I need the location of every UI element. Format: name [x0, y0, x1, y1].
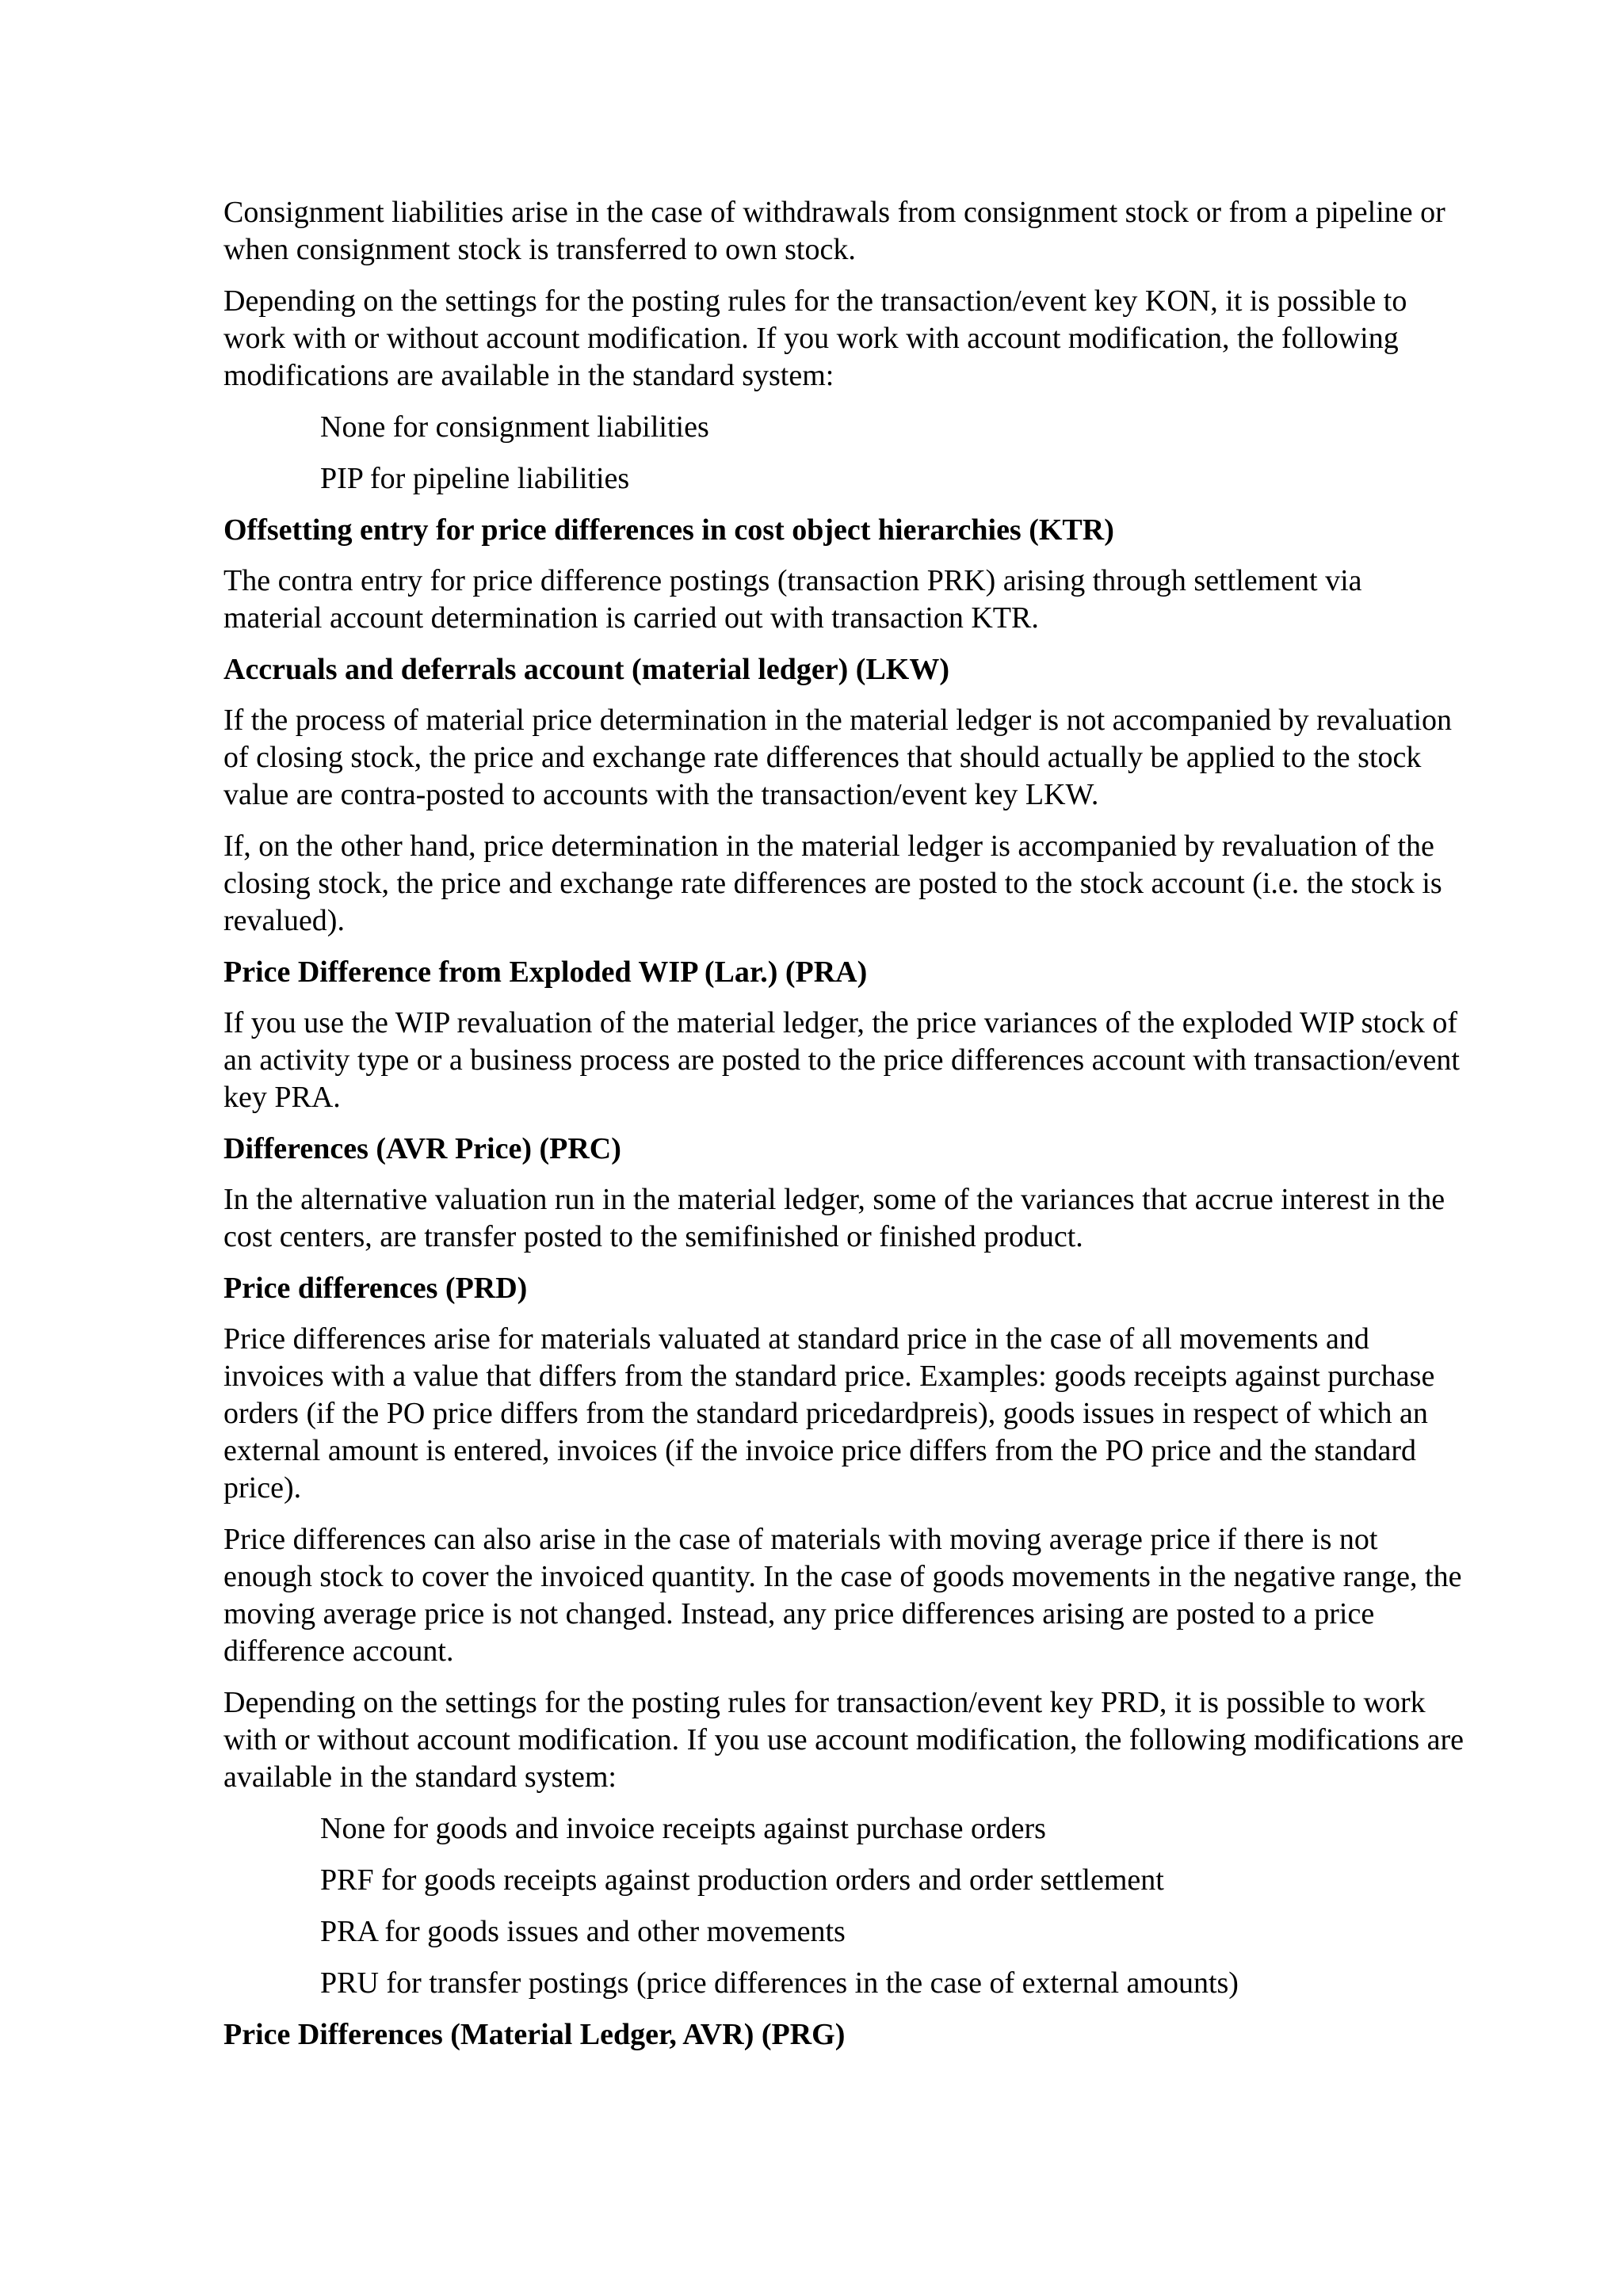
paragraph-prd-3: Depending on the settings for the posting rules for transaction/event key PRD, it is possible to work with or without account modification. If you use account modification, the following modifications are available in the standard system: [223, 1686, 1464, 1794]
list-item-pra: PRA for goods issues and other movements [320, 1915, 846, 1948]
paragraph-lkw-2: If, on the other hand, price determination in the material ledger is accompanied by revaluation of the closing stock, the price and exchange rate differences are posted to the stock account (i.e. the stock is revalued). [223, 830, 1442, 937]
list-item-pru: PRU for transfer postings (price differences in the case of external amounts) [320, 1966, 1239, 2000]
heading-lkw: Accruals and deferrals account (material ledger) (LKW) [223, 653, 950, 686]
list-item-prf: PRF for goods receipts against production orders and order settlement [320, 1863, 1164, 1897]
paragraph-kon-modification: Depending on the settings for the posting rules for the transaction/event key KON, it is possible to work with or without account modification. If you work with account modification, the following modifications are available in the standard system: [223, 284, 1407, 392]
paragraph-consignment-liabilities: Consignment liabilities arise in the case of withdrawals from consignment stock or from a pipeline or when consignment stock is transferred to own stock. [223, 196, 1445, 266]
heading-ktr: Offsetting entry for price differences in cost object hierarchies (KTR) [223, 513, 1114, 547]
paragraph-prd-2: Price differences can also arise in the case of materials with moving average price if there is not enough stock to cover the invoiced quantity. In the case of goods movements in the negative range, the moving average price is not changed. Instead, any price differences arising are posted to a price difference account. [223, 1523, 1462, 1668]
list-item-none-consignment: None for consignment liabilities [320, 410, 709, 444]
paragraph-prc: In the alternative valuation run in the material ledger, some of the variances that accrue interest in the cost centers, are transfer posted to the semifinished or finished product. [223, 1183, 1445, 1253]
document-page [223, 194, 1468, 2067]
list-item-pip-pipeline: PIP for pipeline liabilities [320, 462, 630, 495]
paragraph-pra: If you use the WIP revaluation of the material ledger, the price variances of the exploded WIP stock of an activity type or a business process are posted to the price differences account with transaction/event key PRA. [223, 1006, 1460, 1114]
heading-prd: Price differences (PRD) [223, 1272, 528, 1305]
heading-prc: Differences (AVR Price) (PRC) [223, 1132, 621, 1165]
paragraph-prd-1: Price differences arise for materials valuated at standard price in the case of all movements and invoices with a value that differs from the standard price. Examples: goods receipts against purchase orders (if the PO price differs from the standard pricedardpreis), goods issues in respect of which an external amount is entered, invoices (if the invoice price differs from the PO price and the standard price). [223, 1322, 1435, 1505]
list-item-none-goods-invoice: None for goods and invoice receipts against purchase orders [320, 1812, 1046, 1845]
heading-pra: Price Difference from Exploded WIP (Lar.) (PRA) [223, 955, 868, 989]
heading-prg: Price Differences (Material Ledger, AVR) (PRG) [223, 2018, 846, 2051]
paragraph-ktr: The contra entry for price difference postings (transaction PRK) arising through settlement via material account determination is carried out with transaction KTR. [223, 564, 1362, 635]
paragraph-lkw-1: If the process of material price determination in the material ledger is not accompanied by revaluation of closing stock, the price and exchange rate differences that should actually be applied to the stock value are contra-posted to accounts with the transaction/event key LKW. [223, 704, 1453, 811]
